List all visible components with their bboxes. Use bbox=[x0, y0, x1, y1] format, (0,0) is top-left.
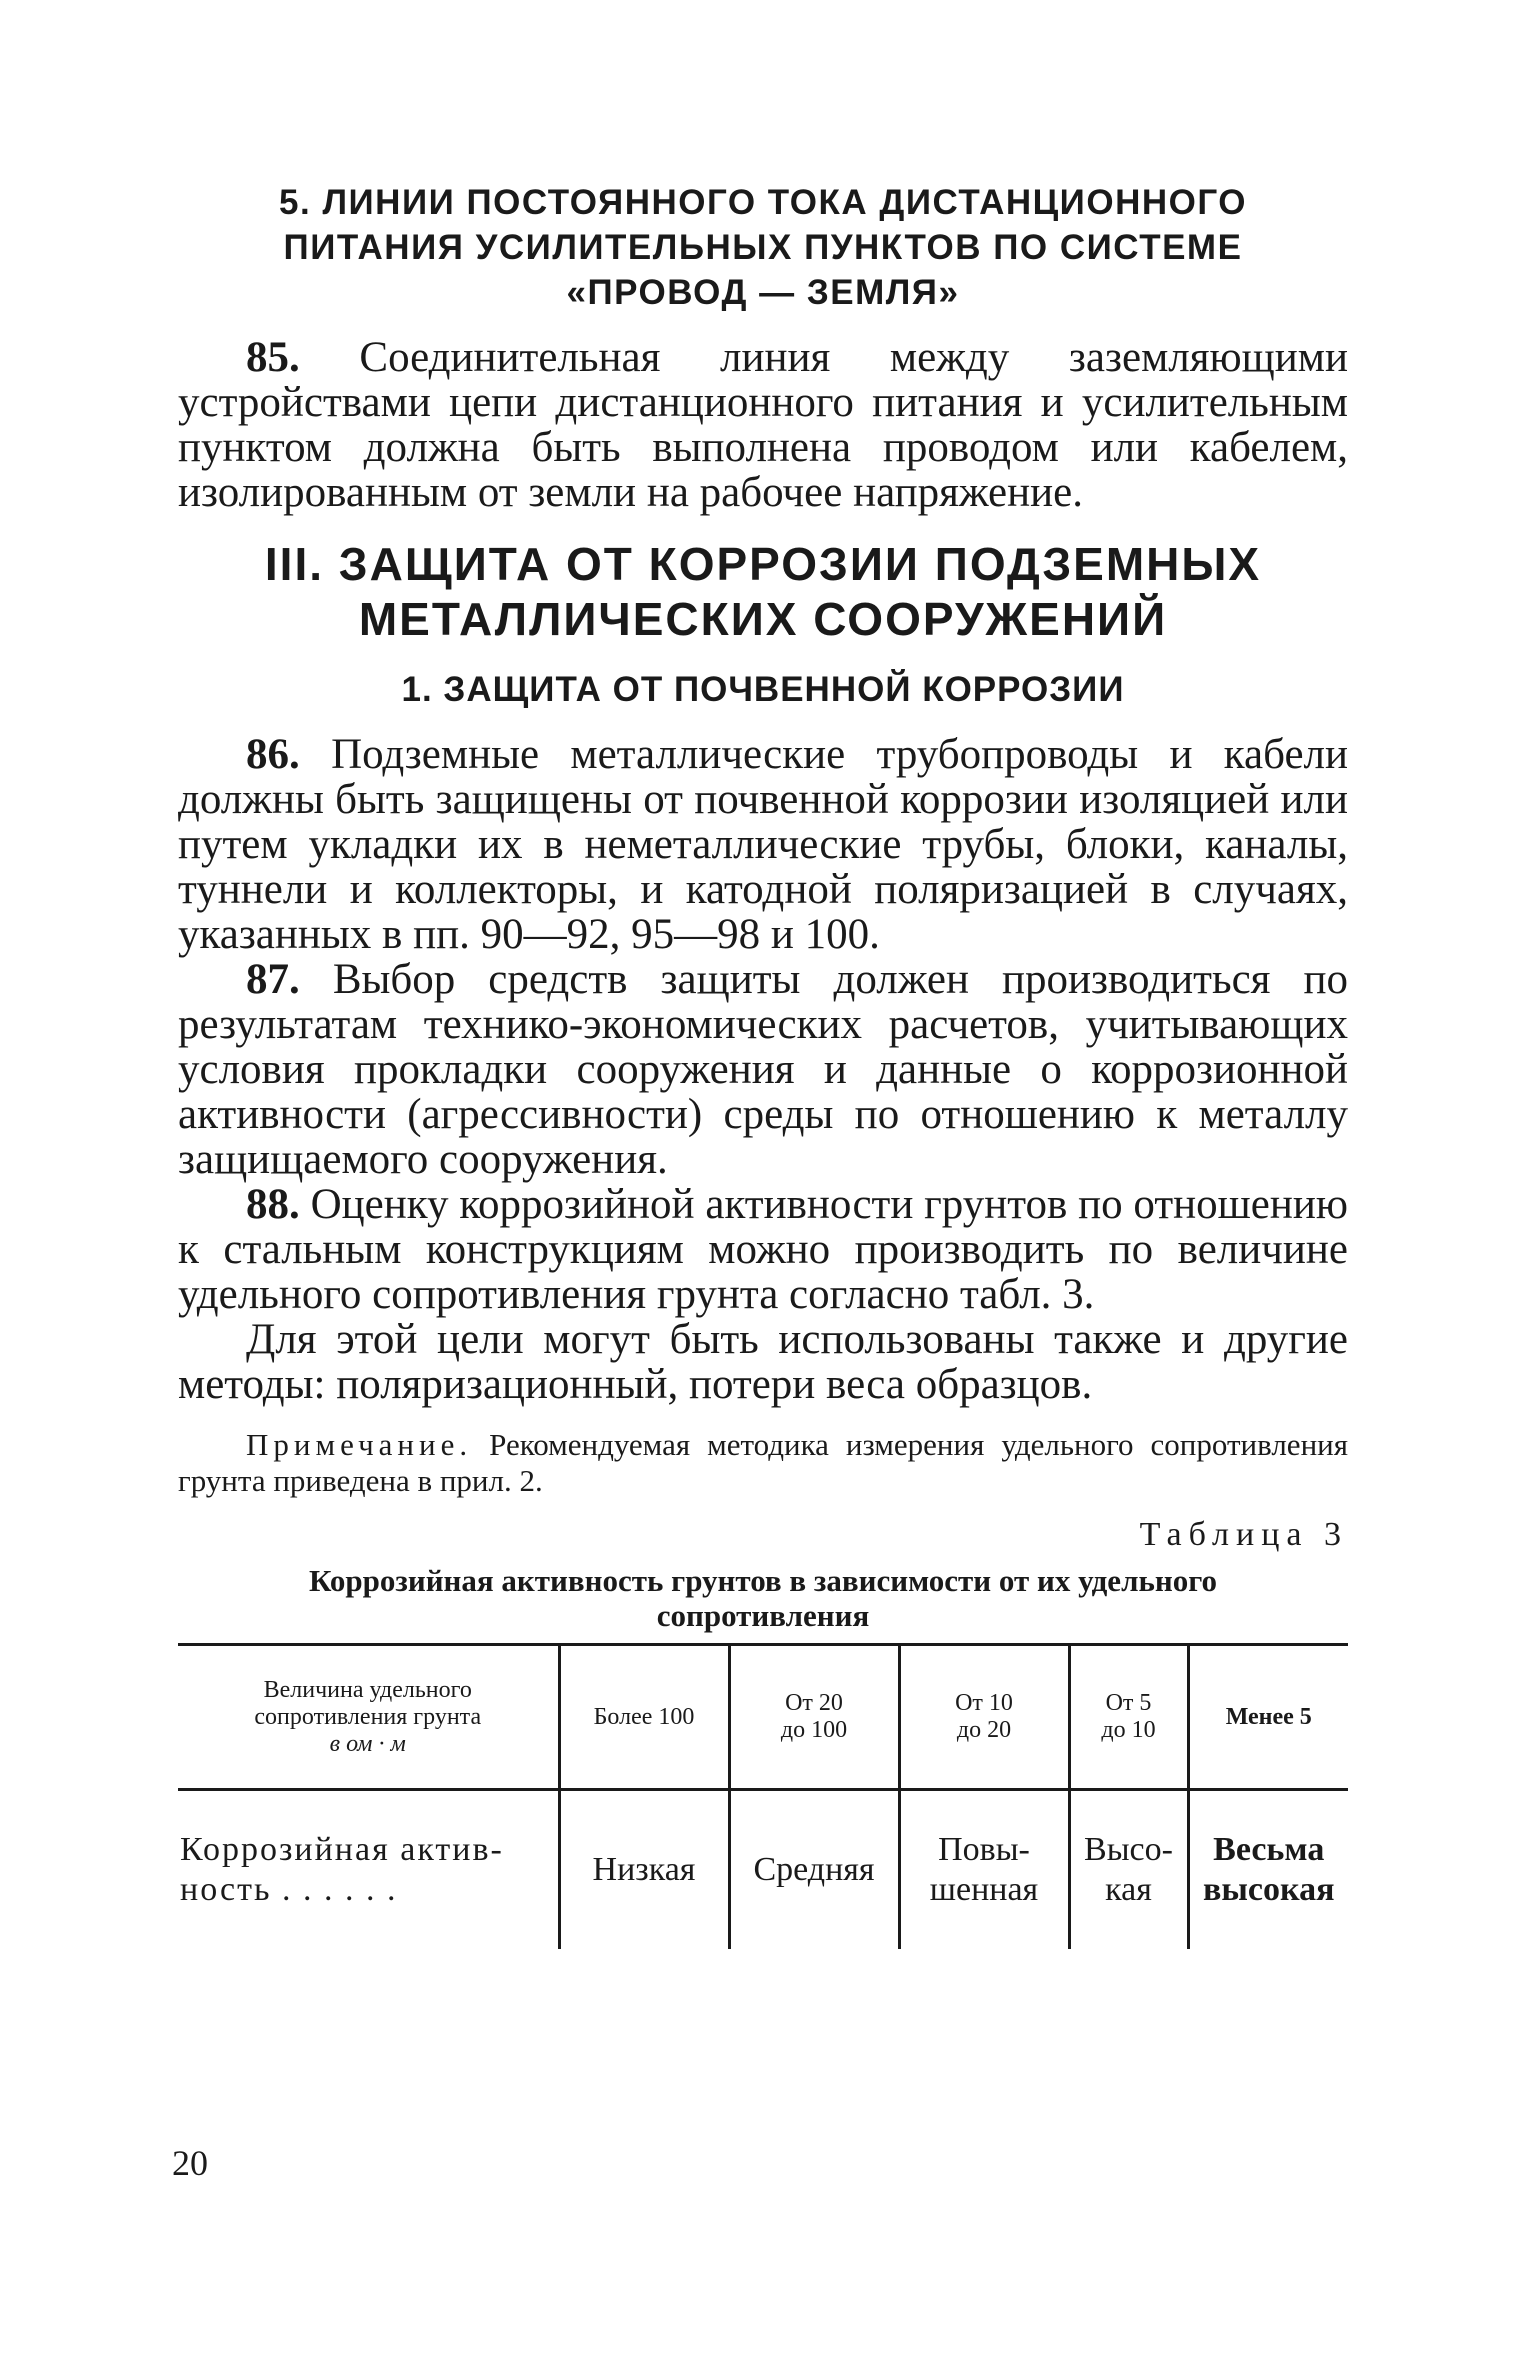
note bbox=[178, 1427, 1348, 1499]
subsection-heading-line: «ПРОВОД — ЗЕМЛЯ» bbox=[566, 273, 960, 312]
note-label: Примечание. bbox=[246, 1427, 473, 1462]
subsection-heading bbox=[178, 180, 1348, 315]
header-line: Менее 5 bbox=[1225, 1703, 1312, 1730]
subsection-heading-line: 5. ЛИНИИ ПОСТОЯННОГО ТОКА ДИСТАНЦИОННОГО bbox=[279, 183, 1247, 222]
paragraph-text: Выбор средств защиты должен производиться по результатам технико-экономических расчетов, учитывающих условия прокладки сооружения и данные о коррозионной активности (агрессивности) среды по отношению к металлу защищаемого сооружения. bbox=[178, 956, 1349, 1183]
table-header-cell bbox=[729, 1645, 899, 1790]
cell-line: Повы- bbox=[938, 1831, 1030, 1868]
paragraph-number: 87. bbox=[246, 956, 300, 1003]
cell-line: Весьма bbox=[1213, 1831, 1325, 1868]
paragraph-number: 85. bbox=[246, 334, 300, 381]
paragraph-87 bbox=[178, 957, 1348, 1182]
header-line: От 20 bbox=[785, 1690, 843, 1716]
paragraph-86 bbox=[178, 732, 1348, 957]
chapter-heading-line: III. ЗАЩИТА ОТ КОРРОЗИИ ПОДЗЕМНЫХ bbox=[264, 538, 1262, 590]
subsection-heading-line: ПИТАНИЯ УСИЛИТЕЛЬНЫХ ПУНКТОВ ПО СИСТЕМЕ bbox=[283, 228, 1243, 267]
table-cell bbox=[559, 1790, 729, 1950]
table-caption bbox=[178, 1563, 1348, 1633]
cell-line: Низкая bbox=[592, 1851, 696, 1888]
table-row-label bbox=[178, 1790, 559, 1950]
paragraph-text: Соединительная линия между заземляющими устройствами цепи дистанционного питания и усилительным пунктом должна быть выполнена проводом или кабелем, изолированным от земли на рабочее напряжение. bbox=[178, 334, 1348, 516]
table-header-cell bbox=[899, 1645, 1069, 1790]
cell-line: кая bbox=[1105, 1871, 1152, 1908]
paragraph-85 bbox=[178, 335, 1348, 515]
table-caption-line: Коррозийная активность грунтов в зависимости от их удельного bbox=[308, 1563, 1218, 1598]
table-header-row bbox=[178, 1645, 1348, 1790]
section-heading: 1. ЗАЩИТА ОТ ПОЧВЕННОЙ КОРРОЗИИ bbox=[401, 670, 1125, 709]
paragraph-text: Подземные металлические трубопроводы и кабели должны быть защищены от почвенной коррозии изоляцией или путем укладки их в неметаллические трубы, блоки, каналы, туннели и коллекторы, и катодной поляризацией в случаях, указанных в пп. 90—92, 95—98 и 100. bbox=[178, 731, 1349, 958]
table-cell bbox=[1188, 1790, 1348, 1950]
table-header-cell bbox=[1069, 1645, 1188, 1790]
header-line: сопротивления грунта bbox=[254, 1703, 482, 1730]
table-row bbox=[178, 1790, 1348, 1950]
cell-line: высокая bbox=[1203, 1871, 1335, 1908]
resistivity-table bbox=[178, 1643, 1348, 1949]
table-cell bbox=[1069, 1790, 1188, 1950]
cell-line: шенная bbox=[929, 1871, 1039, 1908]
cell-line: Коррозийная актив- bbox=[180, 1831, 504, 1868]
header-line: до 20 bbox=[956, 1717, 1012, 1743]
chapter-heading-line: МЕТАЛЛИЧЕСКИХ СООРУЖЕНИЙ bbox=[358, 593, 1168, 645]
header-line: Более 100 bbox=[593, 1703, 695, 1730]
table-header-cell bbox=[178, 1645, 559, 1790]
note-text: Рекомендуемая методика измерения удельного сопротивления грунта приведена в прил. 2. bbox=[178, 1427, 1349, 1498]
table-cell bbox=[729, 1790, 899, 1950]
text-column bbox=[178, 180, 1348, 1949]
header-line: до 10 bbox=[1101, 1717, 1156, 1743]
paragraph-number: 86. bbox=[246, 731, 300, 778]
header-line: до 100 bbox=[780, 1717, 848, 1743]
paragraph-number: 88. bbox=[246, 1181, 300, 1228]
cell-line: ность . . . . . . bbox=[180, 1871, 398, 1908]
table-label: Таблица 3 bbox=[1139, 1516, 1348, 1553]
table-cell bbox=[899, 1790, 1069, 1950]
header-line: От 5 bbox=[1105, 1690, 1152, 1716]
cell-line: Высо- bbox=[1084, 1831, 1173, 1868]
chapter-heading bbox=[178, 537, 1348, 647]
table-header-cell bbox=[559, 1645, 729, 1790]
header-line: Величина удельного bbox=[263, 1676, 472, 1703]
page-number: 20 bbox=[172, 2143, 208, 2183]
paragraph-88 bbox=[178, 1182, 1348, 1317]
table-header-cell bbox=[1188, 1645, 1348, 1790]
cell-line: Средняя bbox=[753, 1851, 875, 1888]
header-line: в ом · м bbox=[329, 1730, 406, 1757]
header-line: От 10 bbox=[955, 1690, 1013, 1716]
table-caption-line: сопротивления bbox=[656, 1598, 870, 1633]
paragraph-text: Оценку коррозийной активности грунтов по отношению к стальным конструкциям можно производить по величине удельного сопротивления грунта согласно табл. 3. bbox=[178, 1181, 1348, 1318]
paragraph-88-continued: Для этой цели могут быть использованы также и другие методы: поляризационный, потери веса образцов. bbox=[178, 1316, 1348, 1408]
